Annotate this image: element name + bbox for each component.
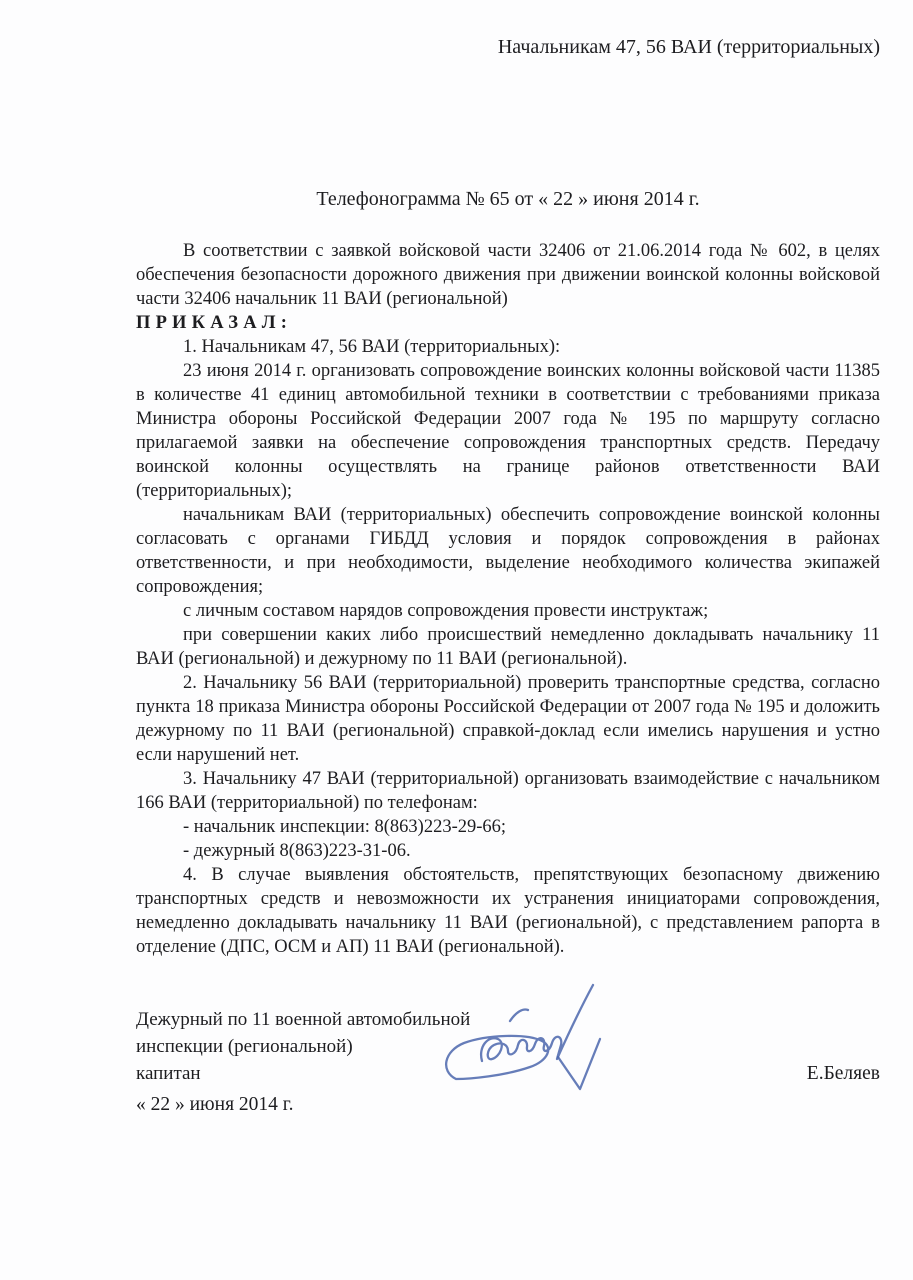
intro-paragraph: В соответствии с заявкой войсковой части 32406 от 21.06.2014 года № 602, в целях обеспечения безопасности дорожного движения при движении воинской колонны войсковой части 32406 начальник 11 ВАИ (региональной) xyxy=(136,241,880,309)
body-paragraph-1: 1. Начальникам 47, 56 ВАИ (территориальных): xyxy=(183,337,561,357)
signer-name: Е.Беляев xyxy=(806,1063,880,1084)
signer-position-line-1: Дежурный по 11 военной автомобильной xyxy=(136,1009,471,1030)
body-paragraph-6: 2. Начальнику 56 ВАИ (территориальной) проверить транспортные средства, согласно пункта 18 приказа Министра обороны Российской Федерации от 2007 года № 195 и доложить дежурному по 11 ВАИ (региональной) справкой-доклад если имелись нарушения и устно если нарушений нет. xyxy=(136,673,880,765)
body-paragraph-5: при совершении каких либо происшествий немедленно докладывать начальнику 11 ВАИ (региональной) и дежурному по 11 ВАИ (региональной). xyxy=(136,625,880,669)
body-paragraph-3: начальникам ВАИ (территориальных) обеспечить сопровождение воинской колонны согласовать с органами ГИБДД условия и порядок сопровождения в районах ответственности, и при необходимости, выделение необходимого количества экипажей сопровождения; xyxy=(136,505,880,597)
signature-top-dash xyxy=(510,1009,528,1021)
order-keyword: ПРИКАЗАЛ: xyxy=(136,313,293,333)
phone-line-duty-officer: - дежурный 8(863)223-31-06. xyxy=(183,841,411,861)
body-paragraph-10: 4. В случае выявления обстоятельств, препятствующих безопасному движению транспортных средств и невозможности их устранения инициаторами сопровождения, немедленно докладывать начальнику 11 ВАИ (региональной), с представлением рапорта в отделение (ДПС, ОСМ и АП) 11 ВАИ (региональной). xyxy=(136,865,880,957)
body-paragraph-7: 3. Начальнику 47 ВАИ (территориальной) организовать взаимодействие с начальником 166 ВАИ (территориальной) по телефонам: xyxy=(136,769,880,813)
signature-main-stroke xyxy=(446,985,593,1079)
document-content xyxy=(136,0,880,1118)
document-date: « 22 » июня 2014 г. xyxy=(136,1094,294,1115)
signer-position-line-2: инспекции (региональной) xyxy=(136,1036,353,1057)
signer-rank: капитан xyxy=(136,1063,201,1084)
body-paragraph-2: 23 июня 2014 г. организовать сопровождение воинских колонны войсковой части 11385 в количестве 41 единиц автомобильной техники в соответствии с требованиями приказа Министра обороны Российской Федерации 2007 года № 195 по маршруту согласно прилагаемой заявки на обеспечение сопровождения транспортных средств. Передачу воинской колонны осуществлять на границе районов ответственности ВАИ (территориальных); xyxy=(136,361,880,501)
addressee-line: Начальникам 47, 56 ВАИ (территориальных) xyxy=(497,36,880,58)
document-body xyxy=(136,239,880,959)
body-paragraph-4: с личным составом нарядов сопровождения провести инструктаж; xyxy=(183,601,709,621)
signature-flourish-v xyxy=(558,1039,600,1089)
document-title: Телефонограмма № 65 от « 22 » июня 2014 г. xyxy=(316,188,700,210)
phone-line-inspection-chief: - начальник инспекции: 8(863)223-29-66; xyxy=(183,817,507,837)
handwritten-signature xyxy=(430,983,620,1103)
